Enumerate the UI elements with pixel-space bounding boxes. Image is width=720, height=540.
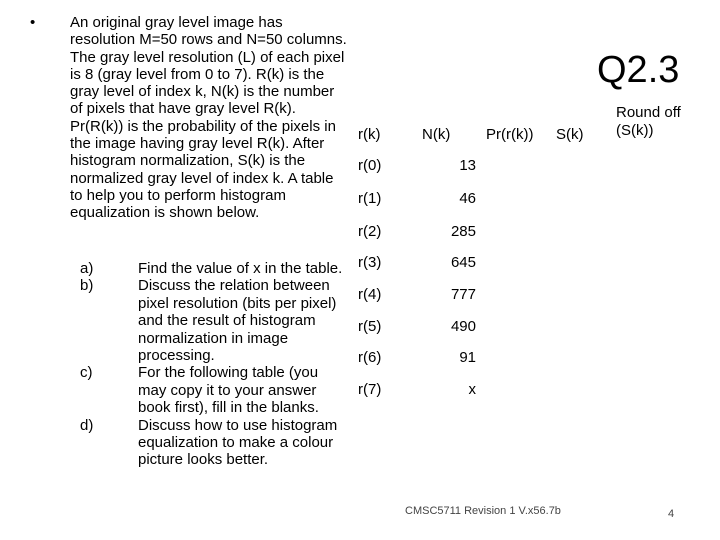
bullet-icon: • <box>30 14 36 31</box>
row-label-1: r(1) <box>358 190 382 207</box>
intro-paragraph: An original gray level image has resolution M=50 rows and N=50 columns. The gray level resolution (L) of each pixel is 8 (gray level from 0 to 7). R(k) is the gray level of index k, N(k) is the number of pixels that have gray level R(k). Pr(R(k)) is the probability of the pixels in the image having gray level R(k). After histogram normalization, S(k) is the normalized gray level of index k. A table to help you to perform histogram equalization is shown below. <box>70 14 347 222</box>
question-text: For the following table (you may copy it to your answer book first), fill in the blanks. <box>138 364 319 417</box>
row-value-7: x <box>468 381 476 398</box>
row-value-1: 46 <box>459 190 476 207</box>
header-round: Round off (S(k)) <box>616 104 681 139</box>
question-item-c <box>70 364 350 416</box>
row-label-0: r(0) <box>358 157 382 174</box>
header-sk: S(k) <box>556 126 584 143</box>
row-label-2: r(2) <box>358 223 382 240</box>
question-text: Discuss how to use histogram equalization to make a colour picture looks better. <box>138 416 338 469</box>
question-text: Discuss the relation between pixel resolution (bits per pixel) and the result of histogram normalization in image processing. <box>138 277 337 365</box>
header-rk: r(k) <box>358 126 381 143</box>
question-label: c) <box>80 364 93 382</box>
question-item-b <box>70 277 350 364</box>
row-label-6: r(6) <box>358 349 382 366</box>
row-label-7: r(7) <box>358 381 382 398</box>
header-pr: Pr(r(k)) <box>486 126 534 143</box>
footer-text: CMSC5711 Revision 1 V.x56.7b <box>405 505 561 517</box>
header-nk: N(k) <box>422 126 451 143</box>
question-label: a) <box>80 260 94 277</box>
row-label-3: r(3) <box>358 254 382 271</box>
histogram-table <box>350 100 720 410</box>
question-number: Q2.3 <box>597 49 680 91</box>
row-value-6: 91 <box>459 349 476 366</box>
page-number: 4 <box>668 508 675 520</box>
question-label: d) <box>80 416 94 434</box>
question-item-a <box>70 260 350 277</box>
row-label-4: r(4) <box>358 286 382 303</box>
question-item-d <box>70 417 350 469</box>
row-value-0: 13 <box>459 157 476 174</box>
row-value-4: 777 <box>450 286 476 303</box>
row-value-2: 285 <box>450 223 476 240</box>
row-value-5: 490 <box>450 318 476 335</box>
question-label: b) <box>80 277 94 295</box>
question-text: Find the value of x in the table. <box>138 260 343 277</box>
row-value-3: 645 <box>450 254 476 271</box>
row-label-5: r(5) <box>358 318 382 335</box>
question-list <box>70 260 350 469</box>
